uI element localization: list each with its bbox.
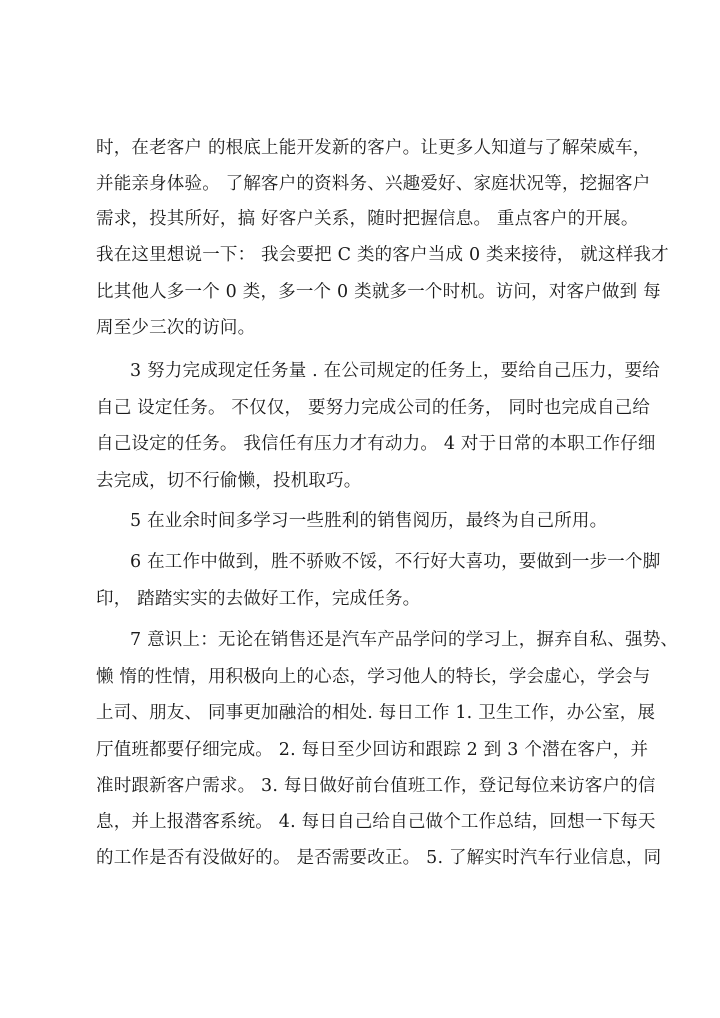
text-line: 时，在老客户 的根底上能开发新的客户。让更多人知道与了解荣威车， (96, 138, 651, 158)
text-line: 印， 踏踏实实的去做好工作，完成任务。 (96, 589, 421, 609)
text-line: 的工作是否有没做好的。 是否需要改正。 5. 了解实时汽车行业信息，同 (96, 848, 662, 868)
text-line: 自己 设定任务。 不仅仅， 要努力完成公司的任务， 同时也完成自己给 (96, 398, 651, 418)
text-line: 7 意识上：无论在销售还是汽车产品学问的学习上，摒弃自私、强势、 (130, 630, 679, 650)
text-line: 息，并上报潜客系统。 4. 每日自己给自己做个工作总结，回想一下每天 (96, 812, 656, 832)
text-line: 周至少三次的访问。 (96, 318, 256, 338)
text-line: 去完成，切不行偷懒，投机取巧。 (96, 471, 362, 491)
text-line: 准时跟新客户需求。 3. 每日做好前台值班工作，登记每位来访客户的信 (96, 776, 656, 796)
text-line: 3 努力完成现定任务量 . 在公司规定的任务上，要给自己压力，要给 (130, 361, 660, 381)
text-line: 6 在工作中做到，胜不骄败不馁，不行好大喜功，要做到一步一个脚 (130, 552, 661, 572)
text-line: 自己设定的任务。 我信任有压力才有动力。 4 对于日常的本职工作仔细 (96, 434, 656, 454)
text-line: 上司、朋友、 同事更加融洽的相处. 每日工作 1. 卫生工作，办公室，展 (96, 703, 656, 723)
text-line: 并能亲身体验。 了解客户的资料务、兴趣爱好、家庭状况等，挖掘客户 (96, 174, 651, 194)
text-line: 我在这里想说一下： 我会要把 C 类的客户当成 0 类来接待， 就这样我才 (96, 245, 669, 265)
text-line: 比其他人多一个 0 类，多一个 0 类就多一个时机。访问，对客户做到 每 (96, 282, 661, 302)
text-line: 厅值班都要仔细完成。 2. 每日至少回访和跟踪 2 到 3 个潜在客户，并 (96, 740, 649, 760)
text-line: 5 在业余时间多学习一些胜利的销售阅历，最终为自己所用。 (130, 511, 608, 531)
text-line: 懒 惰的性情，用积极向上的心态，学习他人的特长，学会虚心，学会与 (96, 667, 651, 687)
text-line: 需求，投其所好，搞 好客户关系，随时把握信息。 重点客户的开展。 (96, 209, 639, 229)
